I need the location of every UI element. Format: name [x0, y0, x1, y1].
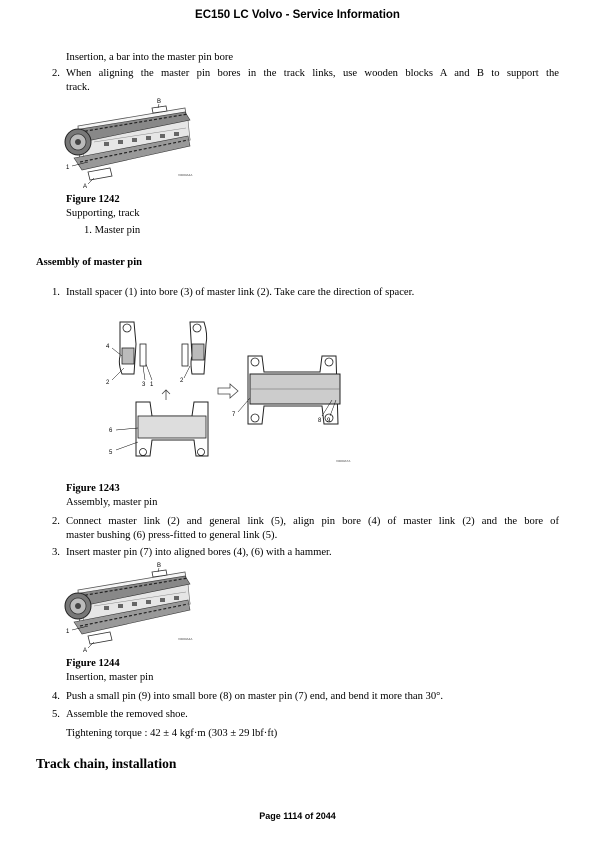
figure-1242-illustration	[60, 98, 200, 190]
figure-code: V0000A7A	[336, 459, 351, 463]
label-b: B	[157, 563, 162, 569]
step-text: Install spacer (1) into bore (3) of master link (2). Take care the direction of spacer.	[66, 287, 415, 298]
label-1: 1	[66, 629, 70, 635]
spacer	[140, 344, 146, 366]
step-text: Push a small pin (9) into small bore (8) on master pin (7) end, and bend it more than 30°.	[66, 691, 444, 702]
figure-title: Figure 1242	[66, 194, 120, 205]
step-number: 3.	[52, 547, 60, 558]
label-b: B	[157, 99, 162, 105]
step-text: Insert master pin (7) into aligned bores (4), (6) with a hammer.	[66, 547, 332, 558]
page-header: EC150 LC Volvo - Service Information	[195, 9, 400, 21]
assembled-link-pin	[248, 356, 340, 424]
figure-1244-illustration	[60, 562, 200, 654]
legend-item: 1. Master pin	[84, 225, 141, 236]
label-5: 5	[109, 450, 113, 456]
label-8: 8	[318, 418, 322, 424]
figure-1243-illustration	[100, 316, 360, 466]
section-subheading: Assembly of master pin	[36, 257, 143, 268]
figure-code: V0000A4A	[178, 173, 193, 177]
step-number: 2.	[52, 68, 60, 79]
step-text-continued: track.	[66, 82, 90, 93]
master-link-right	[182, 322, 207, 374]
label-a: A	[83, 648, 88, 654]
step-text-continued: master bushing (6) press-fitted to general link (5).	[66, 530, 278, 541]
figure-caption: Insertion, master pin	[66, 672, 154, 683]
label-9: 9	[327, 418, 331, 424]
step-number: 2.	[52, 516, 60, 527]
step-number: 1.	[52, 287, 60, 298]
label-1: 1	[150, 382, 154, 388]
label-7: 7	[232, 412, 236, 418]
wooden-block-a	[88, 168, 112, 180]
figure-caption: Supporting, track	[66, 208, 140, 219]
label-a: A	[83, 184, 88, 190]
figure-title: Figure 1244	[66, 658, 120, 669]
master-link-left	[119, 322, 136, 374]
up-arrow-icon	[162, 390, 170, 400]
step-number: 5.	[52, 709, 60, 720]
step-text: Connect master link (2) and general link (5), align pin bore (4) of master link (2) and the bore of	[66, 516, 559, 527]
torque-spec: Tightening torque : 42 ± 4 kgf·m (303 ± 29 lbf·ft)	[66, 728, 278, 739]
figure-title: Figure 1243	[66, 483, 120, 494]
page-footer: Page 1114 of 2044	[259, 811, 336, 821]
step-number: 4.	[52, 691, 60, 702]
step-text: When aligning the master pin bores in the track links, use wooden blocks A and B to support the	[66, 68, 559, 79]
label-1: 1	[66, 165, 70, 171]
figure-caption: Assembly, master pin	[66, 497, 158, 508]
label-2: 2	[180, 378, 184, 384]
general-link-assembly	[136, 402, 208, 456]
figure-code: V0000A4A	[178, 637, 193, 641]
label-6: 6	[109, 428, 113, 434]
label-2: 2	[106, 380, 110, 386]
section-heading: Track chain, installation	[36, 756, 177, 771]
sprocket-wheel	[65, 593, 91, 619]
sprocket-wheel	[65, 129, 91, 155]
intro-line: Insertion, a bar into the master pin bore	[66, 52, 234, 63]
step-text: Assemble the removed shoe.	[66, 709, 188, 720]
label-4: 4	[106, 344, 110, 350]
right-arrow-icon	[218, 384, 238, 398]
wooden-block-a	[88, 632, 112, 644]
label-3: 3	[142, 382, 146, 388]
